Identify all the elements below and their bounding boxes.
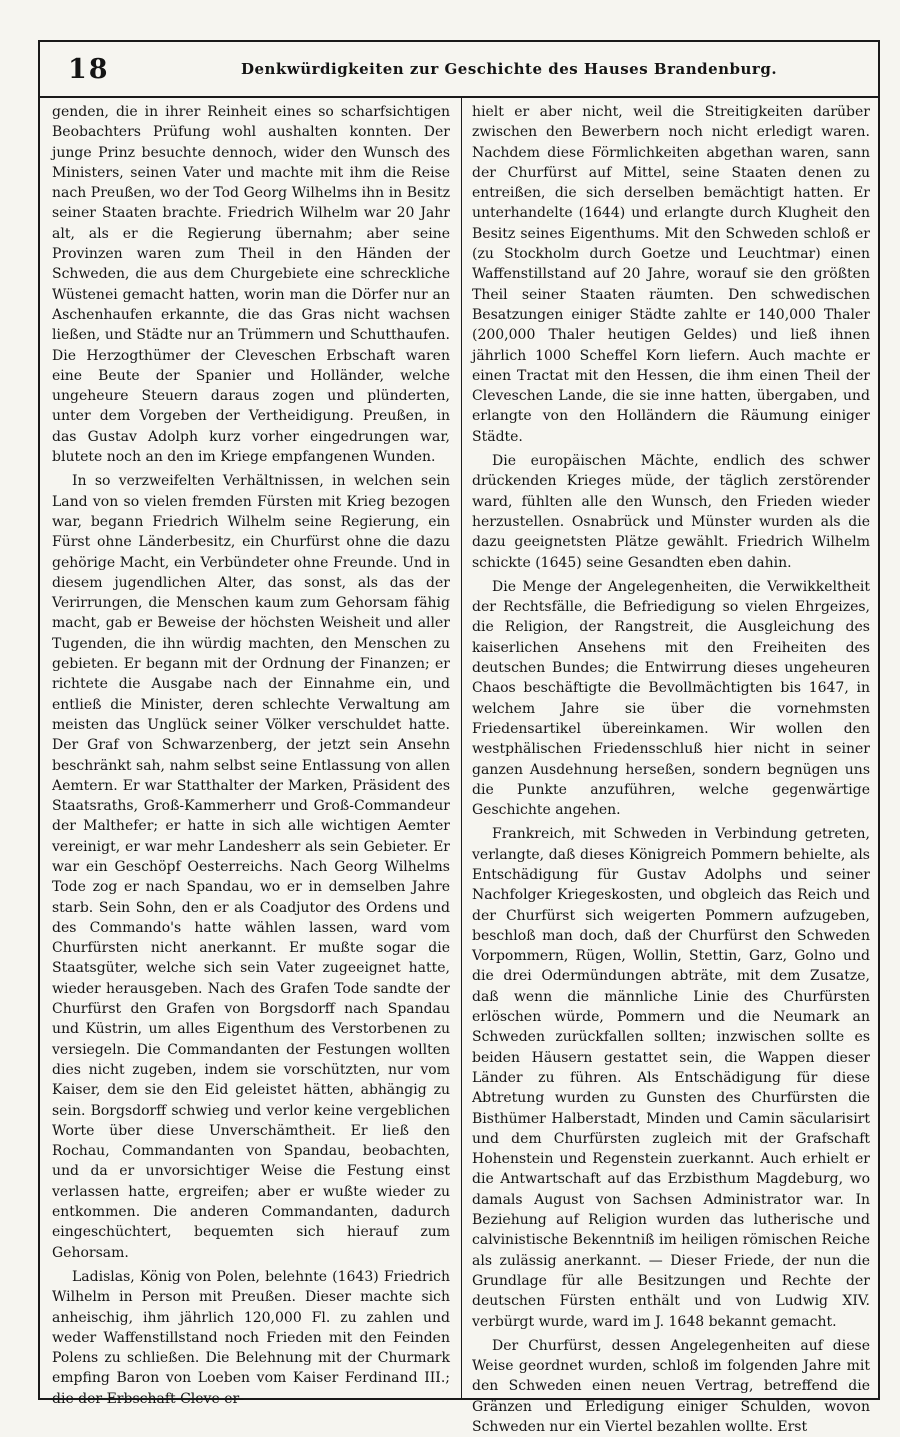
left-column: [52, 102, 450, 1407]
paragraph: Der Churfürst, dessen Angelegenheiten auf diese Weise geordnet wurden, schloß im folgenden Jahre mit den Schweden einen neuen Vertrag, betreffend die Gränzen und Erledigung einiger Schulden, wovon Schweden nur ein Viertel bezahlen wollte. Erst: [472, 1337, 870, 1435]
paragraph: hielt er aber nicht, weil die Streitigkeiten darüber zwischen den Bewerbern noch nicht erledigt waren. Nachdem diese Förmlichkeiten abgethan waren, sann der Churfürst auf Mittel, seine Staaten denen zu entreißen, die sich derselben bemächtigt hatten. Er unterhandelte (1644) und erlangte durch Klugheit den Besitz seines Eigenthums. Mit den Schweden schloß er (zu Stockholm durch Goetze und Leuchtmar) einen Waffenstillstand auf 20 Jahre, worauf sie den größten Theil seiner Staaten räumten. Den schwedischen Besatzungen einiger Städte zahlte er 140,000 Thaler (200,000 Thaler heutigen Geldes) und ließ ihnen jährlich 1000 Scheffel Korn liefern. Auch machte er einen Tractat mit den Hessen, die ihm einen Theil der Cleveschen Lande, die sie inne hatten, übergaben, und erlangte von den Holländern die Räumung einiger Städte.: [472, 104, 870, 445]
page-header: [40, 42, 878, 98]
right-column: [472, 102, 870, 1435]
paragraph: Ladislas, König von Polen, belehnte (1643) Friedrich Wilhelm in Person mit Preußen. Dieser machte sich anheischig, ihm jährlich 120,000 Fl. zu zahlen und weder Waffenstillstand noch Frieden mit den Feinden Polens zu schließen. Die Belehnung mit der Churmark empfing Baron von Loeben vom Kaiser Ferdinand III.; die der Erbschaft Cleve er-: [52, 1268, 450, 1407]
page-number: 18: [68, 54, 110, 85]
paragraph: Frankreich, mit Schweden in Verbindung getreten, verlangte, daß dieses Königreich Pommern behielte, als Entschädigung für Gustav Adolphs und seiner Nachfolger Kriegeskosten, und obgleich das Reich und der Churfürst sich weigerten Pommern aufzugeben, beschloß man doch, daß der Churfürst den Schweden Vorpommern, Rügen, Wollin, Stettin, Garz, Golno und die drei Odermündungen abträte, mit dem Zusatze, daß wenn die männliche Linie des Churfürsten erlöschen würde, Pommern und die Neumark an Schweden zurückfallen sollten; inzwischen sollte es beiden Häusern gestattet sein, die Wappen dieser Länder zu führen. Als Entschädigung für diese Abtretung wurden zu Gunsten des Churfürsten die Bisthümer Halberstadt, Minden und Camin säcularisirt und dem Churfürsten zugleich mit der Grafschaft Hohenstein und Regenstein zuerkannt. Auch erhielt er die Antwartschaft auf das Erzbisthum Magdeburg, wo damals August von Sachsen Administrator war. In Beziehung auf Religion wurden das lutherische und calvinistische Bekenntniß im heiligen römischen Reiche als zulässig anerkannt. — Dieser Friede, der nun die Grundlage für alle Besitzungen und Rechte der deutschen Fürsten enthält und von Ludwig XIV. verbürgt wurde, ward im J. 1648 bekannt gemacht.: [472, 826, 870, 1330]
running-title: Denkwürdigkeiten zur Geschichte des Hauses Brandenburg.: [240, 60, 778, 78]
paragraph: Die Menge der Angelegenheiten, die Verwikkeltheit der Rechtsfälle, die Befriedigung so vielen Ehrgeizes, die Religion, der Rangstreit, die Ausgleichung des kaiserlichen Ansehens mit den Freiheiten des deutschen Bundes; die Entwirrung dieses ungeheuren Chaos beschäftigte die Bevollmächtigten bis 1647, in welchem Jahre sie über die vornehmsten Friedensartikel übereinkamen. Wir wollen den westphälischen Friedensschluß hier nicht in seiner ganzen Ausdehnung herseßen, sondern begnügen uns die Punkte anzuführen, welche gegenwärtige Geschichte angehen.: [472, 578, 870, 819]
paragraph: genden, die in ihrer Reinheit eines so scharfsichtigen Beobachters Prüfung wohl aushalten konnten. Der junge Prinz besuchte dennoch, wider den Wunsch des Ministers, seinen Vater und machte mit ihm die Reise nach Preußen, wo der Tod Georg Wilhelms ihn in Besitz seiner Staaten brachte. Friedrich Wilhelm war 20 Jahr alt, als er die Regierung übernahm; aber seine Provinzen waren zum Theil in den Händen der Schweden, die aus dem Churgebiete eine schreckliche Wüstenei gemacht hatten, worin man die Dörfer nur an Aschenhaufen erkannte, die das Gras nicht wachsen ließen, und Städte nur an Trümmern und Schutthaufen. Die Herzogthümer der Cleveschen Erbschaft waren eine Beute der Spanier und Holländer, welche ungeheure Steuern daraus zogen und plünderten, unter dem Vorgeben der Vertheidigung. Preußen, in das Gustav Adolph kurz vorher eingedrungen war, blutete noch an den im Kriege empfangenen Wunden.: [52, 104, 450, 466]
text-columns: [40, 98, 878, 1435]
column-divider: [461, 98, 462, 1398]
paragraph: Die europäischen Mächte, endlich des schwer drückenden Krieges müde, der täglich zerstörender ward, fühlten alle den Wunsch, den Frieden wieder herzustellen. Osnabrück und Münster wurden als die dazu geeignetsten Plätze gewählt. Friedrich Wilhelm schickte (1645) seine Gesandten eben dahin.: [472, 453, 870, 571]
paragraph: In so verzweifelten Verhältnissen, in welchen sein Land von so vielen fremden Fürsten mit Krieg bezogen war, begann Friedrich Wilhelm seine Regierung, ein Fürst ohne Länderbesitz, ein Churfürst ohne die dazu gehörige Macht, ein Verbündeter ohne Freunde. Und in diesem jugendlichen Alter, das sonst, als das der Verirrungen, die Menschen kaum zum Gehorsam fähig macht, gab er Beweise der höchsten Weisheit und aller Tugenden, die ihn würdig machten, den Menschen zu gebieten. Er begann mit der Ordnung der Finanzen; er richtete die Ausgabe nach der Einnahme ein, und entließ die Minister, deren schlechte Verwaltung am meisten das Unglück seiner Völker verschuldet hatte. Der Graf von Schwarzenberg, der jetzt sein Ansehn beschränkt sah, nahm selbst seine Entlassung von allen Aemtern. Er war Statthalter der Marken, Präsident des Staatsraths, Groß-Kammerherr und Groß-Commandeur der Malthefer; er hatte in sich alle wichtigen Aemter vereinigt, er war mehr Landesherr als sein Gebieter. Er war ein Geschöpf Oesterreichs. Nach Georg Wilhelms Tode zog er nach Spandau, wo er in demselben Jahre starb. Sein Sohn, den er als Coadjutor des Ordens und des Commando's hatte wählen lassen, ward vom Churfürsten nicht anerkannt. Er mußte sogar die Staatsgüter, welche sich sein Vater zugeeignet hatte, wieder herausgeben. Nach des Grafen Tode sandte der Churfürst den Grafen von Borgsdorff nach Spandau und Küstrin, um alles Eigenthum des Verstorbenen zu versiegeln. Die Commandanten der Festungen wollten dies nicht zugeben, indem sie vorschützten, nur vom Kaiser, dem sie den Eid geleistet hätten, abhängig zu sein. Borgsdorff schwieg und verlor keine vergeblichen Worte über diese Unverschämtheit. Er ließ den Rochau, Commandanten von Spandau, beobachten, und da er unvorsichtiger Weise die Festung einst verlassen hatte, ergreifen; aber er wußte wieder zu entkommen. Die anderen Commandanten, dadurch eingeschüchtert, bequemten sich hierauf zum Gehorsam.: [52, 473, 450, 1261]
book-page: [38, 40, 880, 1435]
